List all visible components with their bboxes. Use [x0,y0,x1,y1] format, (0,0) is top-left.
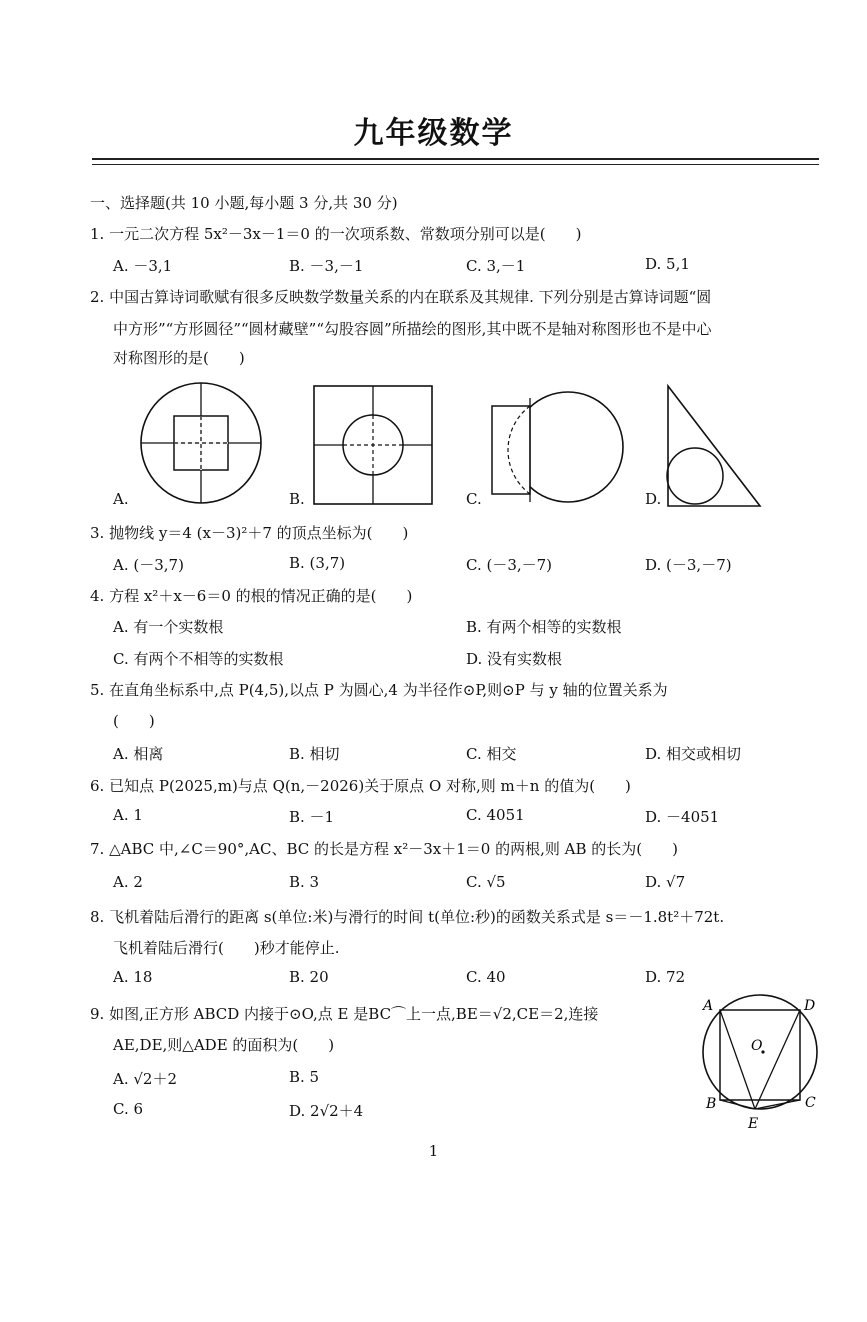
question-5-option-a[interactable]: A. 相离 [113,745,164,763]
question-6-option-a[interactable]: A. 1 [113,806,143,824]
title-rule-thick [92,158,819,160]
question-1-stem: 1. 一元二次方程 5x²－3x－1＝0 的一次项系数、常数项分别可以是( ) [90,225,582,243]
question-5-stem-line-1: 5. 在直角坐标系中,点 P(4,5),以点 P 为圆心,4 为半径作⊙P,则⊙P 与 y 轴的位置关系为 [90,681,668,699]
question-4-option-a[interactable]: A. 有一个实数根 [113,618,224,636]
question-5-option-c[interactable]: C. 相交 [466,745,517,763]
question-9-option-d[interactable]: D. 2√2＋4 [289,1102,364,1120]
label-o: O [751,1038,763,1054]
question-7-option-a[interactable]: A. 2 [113,873,143,891]
question-4-option-c[interactable]: C. 有两个不相等的实数根 [113,650,284,668]
question-1-option-d[interactable]: D. 5,1 [645,255,690,273]
page-title: 九年级数学 [353,116,514,151]
title-rule-thin [92,164,819,165]
question-8-option-a[interactable]: A. 18 [113,968,153,986]
question-3-option-c[interactable]: C. (－3,－7) [466,556,553,574]
question-8-stem-line-1: 8. 飞机着陆后滑行的距离 s(单位:米)与滑行的时间 t(单位:秒)的函数关系式是 s＝－1.8t²＋72t. [90,908,725,926]
question-2-option-d[interactable]: D. [645,490,662,508]
label-e: E [748,1116,759,1132]
question-9-option-b[interactable]: B. 5 [289,1068,320,1086]
question-2-option-b[interactable]: B. [289,490,305,508]
question-7-option-b[interactable]: B. 3 [289,873,320,891]
question-5-stem-line-2: ( ) [113,712,155,730]
question-3-option-b[interactable]: B. (3,7) [289,554,346,572]
question-6-option-c[interactable]: C. 4051 [466,806,525,824]
question-8-option-b[interactable]: B. 20 [289,968,329,986]
question-9-option-c[interactable]: C. 6 [113,1100,144,1118]
question-9-stem-line-2: AE,DE,则△ADE 的面积为( ) [113,1036,335,1054]
question-2-option-a[interactable]: A. [113,490,129,508]
question-7-option-c[interactable]: C. √5 [466,873,506,891]
question-8-option-d[interactable]: D. 72 [645,968,686,986]
label-a: A [703,998,714,1014]
page-number: 1 [428,1142,439,1160]
section-heading: 一、选择题(共 10 小题,每小题 3 分,共 30 分) [90,194,398,212]
figure-circle-with-rectangle [488,390,628,510]
question-2-stem-line-3: 对称图形的是( ) [113,349,245,367]
label-c: C [805,1095,816,1111]
label-b: B [706,1096,717,1112]
question-8-stem-line-2: 飞机着陆后滑行( )秒才能停止. [113,939,340,957]
question-2-stem-line-2: 中方形”“方形圆径”“圆材藏壁”“勾股容圆”所描绘的图形,其中既不是轴对称图形也不是中心 [113,320,712,338]
question-3-stem: 3. 抛物线 y＝4 (x－3)²＋7 的顶点坐标为( ) [90,524,409,542]
question-1-option-a[interactable]: A. －3,1 [113,257,173,275]
label-d: D [804,998,816,1014]
question-9-option-a[interactable]: A. √2＋2 [113,1070,178,1088]
figure-inscribed-square [695,992,830,1132]
question-2-option-c[interactable]: C. [466,490,482,508]
question-3-option-a[interactable]: A. (－3,7) [113,556,184,574]
question-9-stem-line-1: 9. 如图,正方形 ABCD 内接于⊙O,点 E 是BC⌒上一点,BE＝√2,CE＝2,连接 [90,1005,599,1023]
question-7-stem: 7. △ABC 中,∠C＝90°,AC、BC 的长是方程 x²－3x＋1＝0 的两根,则 AB 的长为( ) [90,840,678,858]
question-2-stem-line-1: 2. 中国古算诗词歌赋有很多反映数学数量关系的内在联系及其规律. 下列分别是古算诗词题“圆 [90,288,712,306]
question-3-option-d[interactable]: D. (－3,－7) [645,556,732,574]
figure-circle-with-square [136,380,266,510]
figure-triangle-with-incircle [664,382,764,510]
question-1-option-b[interactable]: B. －3,－1 [289,257,364,275]
question-4-stem: 4. 方程 x²＋x－6＝0 的根的情况正确的是( ) [90,587,413,605]
figure-square-with-circle [312,384,434,506]
question-4-option-d[interactable]: D. 没有实数根 [466,650,563,668]
question-5-option-b[interactable]: B. 相切 [289,745,340,763]
question-6-option-d[interactable]: D. －4051 [645,808,720,826]
question-5-option-d[interactable]: D. 相交或相切 [645,745,742,763]
question-1-option-c[interactable]: C. 3,－1 [466,257,526,275]
question-6-option-b[interactable]: B. －1 [289,808,335,826]
question-8-option-c[interactable]: C. 40 [466,968,506,986]
question-4-option-b[interactable]: B. 有两个相等的实数根 [466,618,622,636]
question-7-option-d[interactable]: D. √7 [645,873,686,891]
question-6-stem: 6. 已知点 P(2025,m)与点 Q(n,－2026)关于原点 O 对称,则 m＋n 的值为( ) [90,777,631,795]
